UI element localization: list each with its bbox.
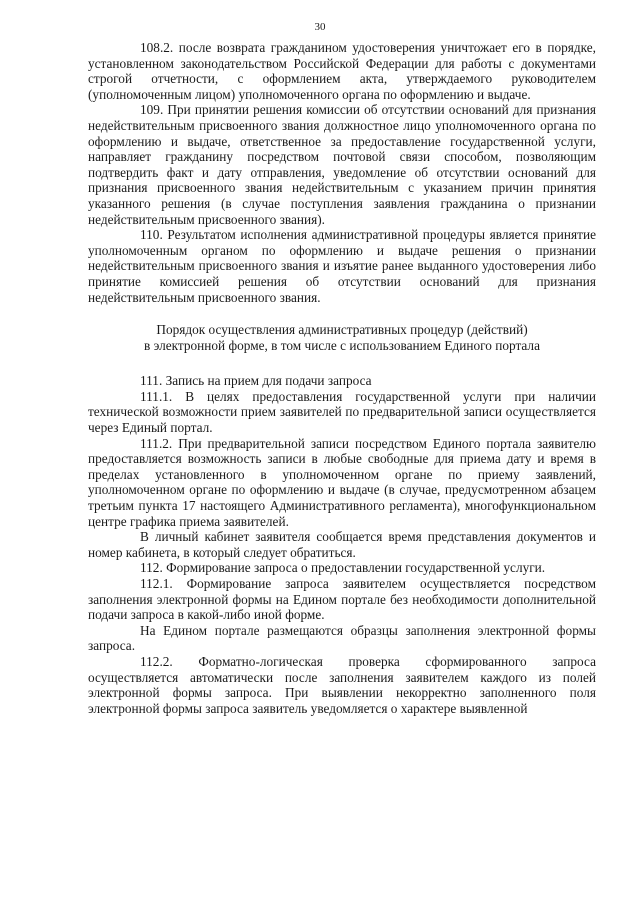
paragraph-112: 112. Формирование запроса о предоставлении государственной услуги. bbox=[140, 560, 546, 576]
paragraph-personal-cabinet: В личный кабинет заявителя сообщается время представления документов и номер кабинета, в который следует обратиться. bbox=[88, 529, 596, 560]
paragraph-109: 109. При принятии решения комиссии об отсутствии оснований для признания недействительным присвоенного звания должностное лицо уполномоченного органа по оформлению и выдаче, ответственное за предоставление государственной услуги, направляет гражданину посредством почтовой связи способом, позволяющим подтвердить факт и дату отправления, уведомление об отсутствии оснований для признания присвоенного звания недействительным с указанием причин принятия указанного решения (в случае поступления заявления гражданина о признании недействительным присвоенного звания). bbox=[88, 102, 596, 227]
section-heading bbox=[88, 322, 596, 353]
paragraph-111-2: 111.2. При предварительной записи посредством Единого портала заявителю предоставляется возможность записи в любые свободные для приема дату и время в пределах установленного в уполномоченном органе по приему заявлений, уполномоченном органе по оформлению и выдаче (в случае, предусмотренном абзацем третьим пункта 17 настоящего Административного регламента), многофункциональном центре графика приема заявителей. bbox=[88, 435, 596, 529]
section-heading-line-2: в электронной форме, в том числе с использованием Единого портала bbox=[144, 337, 540, 353]
paragraph-110: 110. Результатом исполнения административной процедуры является принятие уполномоченным органом по оформлению и выдаче решения о признании недействительным присвоенного звания и изъятие ранее выданного удостоверения либо принятие комиссией решения об отсутствии оснований для признания недействительным присвоенного звания. bbox=[88, 227, 596, 305]
page-content bbox=[88, 40, 596, 716]
section-heading-line-1: Порядок осуществления административных процедур (действий) bbox=[156, 322, 528, 338]
paragraph-111: 111. Запись на прием для подачи запроса bbox=[140, 373, 372, 389]
paragraph-108-2: 108.2. после возврата гражданином удостоверения уничтожает его в порядке, установленном законодательством Российской Федерации для работы с документами строгой отчетности, с оформлением акта, утверждаемого руководителем (уполномоченным лицом) уполномоченного органа по оформлению и выдаче. bbox=[88, 40, 596, 102]
paragraph-112-1: 112.1. Формирование запроса заявителем осуществляется посредством заполнения электронной формы на Едином портале без необходимости дополнительной подачи запроса в какой-либо иной форме. bbox=[88, 576, 596, 623]
paragraph-112-2: 112.2. Форматно-логическая проверка сформированного запроса осуществляется автоматически после заполнения заявителем каждого из полей электронной формы запроса. При выявлении некорректно заполненного поля электронной формы запроса заявитель уведомляется о характере выявленной bbox=[88, 653, 596, 716]
paragraph-form-samples: На Едином портале размещаются образцы заполнения электронной формы запроса. bbox=[88, 622, 596, 654]
paragraph-111-1: 111.1. В целях предоставления государственной услуги при наличии технической возможности прием заявителей по предварительной записи осуществляется через Единый портал. bbox=[88, 388, 596, 436]
page-number: 30 bbox=[314, 21, 326, 33]
